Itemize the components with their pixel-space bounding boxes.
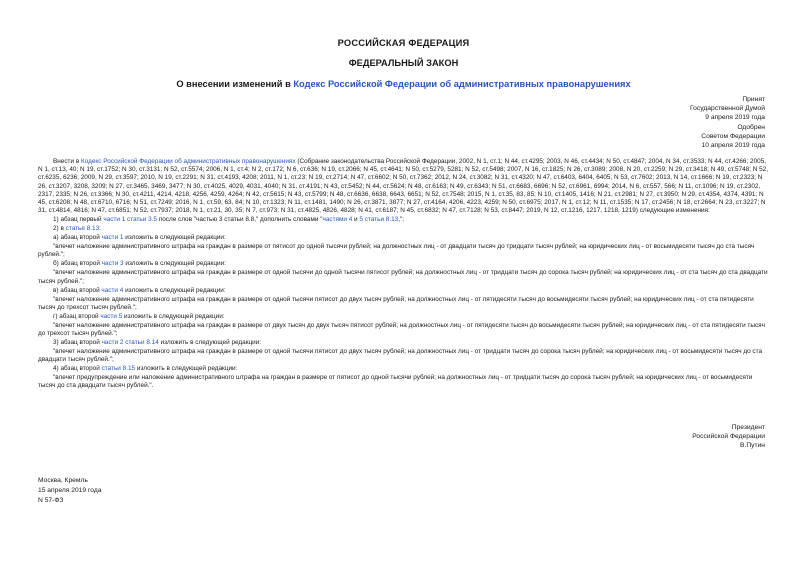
quoted-text: "влечет наложение административного штрафа на граждан в размере от двух тысяч до двух тысяч пятисот рублей; на должностных лиц - от пятидесяти тысяч до восьмидесяти тысяч рублей; на юридических лиц - от ста пятидесяти тысяч до трехсот тысяч рублей."; <box>38 321 765 338</box>
signature-line: Российской Федерации <box>692 433 765 441</box>
quoted-text: "влечет предупреждение или наложение административного штрафа на граждан в размере от пятисот до одной тысячи рублей; на должностных лиц - от тридцати тысяч до сорока тысяч рублей; на юридических лиц - от восьмидесяти тысяч до ста двадцати тысяч рублей.". <box>38 374 753 390</box>
item-text: изложить в следующей редакции: <box>123 286 226 294</box>
article-link[interactable]: статьи 8.15 <box>101 365 136 373</box>
item-text: изложить в следующей редакции: <box>123 234 226 242</box>
intro-paragraph <box>38 158 770 215</box>
item-text: изложить в следующей редакции: <box>135 365 238 373</box>
acceptance-line: 10 апреля 2019 года <box>701 142 765 150</box>
item-text: б) абзац второй <box>53 260 102 268</box>
item-2d <box>38 313 770 321</box>
item-1 <box>38 216 770 224</box>
item-2a <box>38 234 770 242</box>
article-link[interactable]: части 4 <box>101 286 124 294</box>
article-link[interactable]: части 5 <box>100 312 123 320</box>
article-link[interactable]: части 2 статьи 8.14 <box>101 339 159 347</box>
item-text: 4) абзац второй <box>53 365 102 373</box>
article-link[interactable]: части 1 <box>101 234 124 242</box>
item-text: после слов "частью 3 статьи 8.8," дополнить словами " <box>157 216 323 224</box>
item-text: 3) абзац второй <box>53 339 102 347</box>
signature-block <box>625 423 765 451</box>
place-line: Москва, Кремль <box>38 477 88 484</box>
acceptance-line: Советом Федерации <box>701 132 765 140</box>
acceptance-line: 9 апреля 2019 года <box>705 114 765 122</box>
item-text: а) абзац второй <box>53 234 102 242</box>
article-link[interactable]: части 1 статьи 3.5 <box>103 216 157 224</box>
item-4 <box>38 365 770 373</box>
item-2c <box>38 287 770 295</box>
item-3 <box>38 339 770 347</box>
quoted-text: "влечет наложение административного штрафа на граждан в размере от пятисот до одной тысячи рублей; на должностных лиц - от двадцати тысяч до тридцати тысяч рублей; на юридических лиц - от восьмидесяти тысяч до ста тысяч рублей."; <box>38 243 755 259</box>
item-2b <box>38 260 770 268</box>
country-heading: РОССИЙСКАЯ ФЕДЕРАЦИЯ <box>337 38 470 48</box>
item-2 <box>38 225 770 233</box>
quoted-text: "влечет наложение административного штрафа на граждан в размере от одной тысячи пятисот до двух тысяч рублей; на должностных лиц - от пятидесяти тысяч до восьмидесяти тысяч рублей; на юридических лиц - от ста пятидесяти тысяч до трехсот тысяч рублей."; <box>38 295 754 311</box>
acceptance-line: Одобрен <box>737 123 765 131</box>
law-body <box>38 158 770 391</box>
item-text: изложить в следующей редакции: <box>158 339 262 347</box>
quoted-text: "влечет наложение административного штрафа на граждан в размере от одной тысячи до одной тысячи пятисот рублей; на должностных лиц - от тридцати тысяч до сорока тысяч рублей; на юридических лиц - от ста тысяч до ста двадцати тысяч рублей."; <box>38 269 768 285</box>
item-text: : <box>99 225 101 233</box>
acceptance-line: Принят <box>742 96 765 103</box>
acceptance-line: Государственной Думой <box>690 105 765 113</box>
law-title <box>0 79 807 89</box>
quoted-text: "влечет наложение административного штрафа на граждан в размере от одной тысячи пятисот до двух тысяч рублей; на должностных лиц - от тридцати тысяч до сорока тысяч рублей; на юридических лиц - от восьмидесяти тысяч до ста двадцати тысяч рублей."; <box>38 348 763 364</box>
place-date-block <box>38 476 101 505</box>
codex-link[interactable]: Кодекс Российской Федерации об административных правонарушениях <box>80 158 296 165</box>
signature-line: Президент <box>731 424 765 431</box>
law-number: N 57-ФЗ <box>38 496 64 504</box>
item-text: ,"; <box>398 216 405 224</box>
law-title-prefix: О внесении изменений в <box>176 79 294 89</box>
article-link[interactable]: 5 статьи 8.13 <box>359 216 399 224</box>
law-title-link[interactable]: Кодекс Российской Федерации об административных правонарушениях <box>293 79 631 89</box>
item-text: изложить в следующей редакции: <box>122 312 225 320</box>
article-link[interactable]: частями 4 <box>322 216 353 224</box>
item-text: 2) в <box>53 225 66 233</box>
item-text: г) абзац второй <box>53 312 101 320</box>
item-text: 1) абзац первый <box>53 216 104 224</box>
date-line: 15 апреля 2019 года <box>38 486 102 494</box>
intro-text: Внести в <box>53 158 81 165</box>
law-type-heading: ФЕДЕРАЛЬНЫЙ ЗАКОН <box>348 58 459 68</box>
intro-text: (Собрание законодательства Российской Федерации, 2002, N 1, ст.1; N 44, ст.4295; 2003, N 46, ст.4434; N 50, ст.4847; 2004, N 34, ст.3533; N 44, ст.4266; 2005, N 1, ст.13, 40; N 19, ст.1752; N 30, ст.3131; N 52, ст.5574; 2006, N 1, ст.4; N 2, ст.172; N 6, ст.636; N 19, ст.2066; N 45, ст.4641; N 50, ст.5279, 5281; N 52, ст.5498; 2007, N 16, ст.1825; N 26, ст.3089; 2008, N 20, ст.2259; N 29, ст.3418; N 49, ст.5748; N 52, ст.6235, 6236; 2009, N 29, ст.3597; 2010, N 19, ст.2291; N 31, ст.4193, 4208; 2011, N 1, ст.23; N 19, ст.2714; N 47, ст.6602; N 50, ст.7362; 2012, N 24, ст.3082; N 31, ст.4320; N 47, ст.6403, 6404, 6405; N 53, ст.7602; 2013, N 14, ст.1666; N 19, ст.2323; N 26, ст.3207, 3208, 3209; N 27, ст.3465, 3469, 3477; N 30, ст.4025, 4029, 4031, 4040; N 31, ст.4191; N 43, ст.5452; N 44, ст.5624; N 48, ст.6163; N 49, ст.6343; N 51, ст.6683, 6696; N 52, ст.6961, 6994; 2014, N 6, ст.557, 566; N 11, ст.1096; N 19, ст.2302, 2317, 2335; N 26, ст.3366; N 30, ст.4211, 4214, 4218, 4256, 4259, 4264; N 42, ст.5615; N 43, ст.5799; N 48, ст.6636, 6638, 6643, 6651; N 52, ст.7548; 2015, N 1, ст.35, 83, 85; N 10, ст.1405, 1416; N 21, ст.2981; N 27, ст.3950; N 29, ст.4354, 4374, 4391; N 45, ст.6208; N 48, ст.6710, 6716; N 51, ст.7249; 2016, N 1, ст.59, 63, 84; N 10, ст.1323; N 11, ст.1481, 1490; N 26, ст.3871, 3877; N 27, ст.4164, 4206, 4223, 4259; N 50, ст.6975; 2017, N 1, ст.12; N 11, ст.1535; N 17, ст.2456; N 18, ст.2664; N 23, ст.3227; N 31, ст.4814, 4816; N 47, ст.6851; N 52, ст.7937; 2018, N 1, ст.21, 30, 35; N 7, ст.973; N 31, ст.4825, 4826, 4828; N 41, ст.6187; N 45, ст.6832; N 47, ст.7128; N 53, ст.8447; 2019, N 12, ст.1216, 1217, 1218, 1219) следующие изменения: <box>38 158 769 215</box>
item-text: и <box>352 216 360 224</box>
acceptance-block <box>625 95 765 150</box>
signature-name: В.Путин <box>740 442 765 450</box>
article-link[interactable]: статье 8.13 <box>65 225 100 233</box>
item-text: изложить в следующей редакции: <box>123 260 226 268</box>
item-text: в) абзац второй <box>53 286 102 294</box>
article-link[interactable]: части 3 <box>101 260 124 268</box>
